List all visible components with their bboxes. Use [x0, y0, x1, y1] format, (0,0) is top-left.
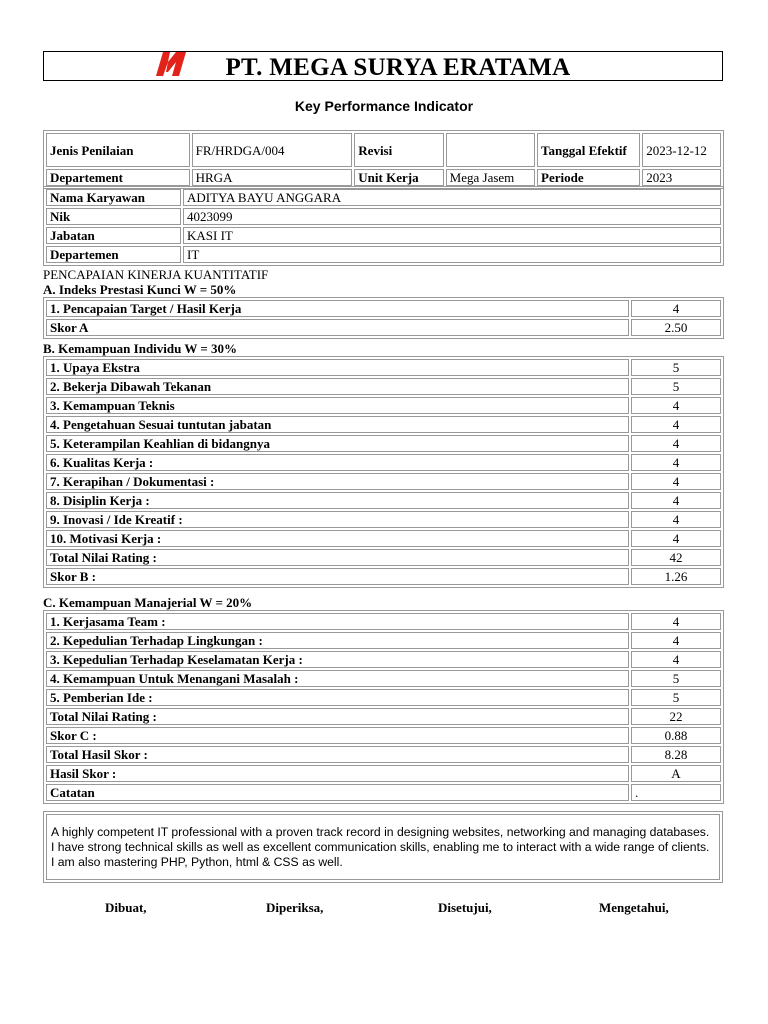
- row-value: 4: [631, 300, 721, 317]
- row-value: 4: [631, 632, 721, 649]
- table-row: [46, 454, 721, 471]
- employee-value: ADITYA BAYU ANGGARA: [183, 189, 721, 206]
- company-header: [43, 51, 723, 81]
- row-label: 9. Inovasi / Ide Kreatif :: [46, 511, 629, 528]
- row-value: 8.28: [631, 746, 721, 763]
- table-row: [46, 689, 721, 706]
- row-value: 4: [631, 473, 721, 490]
- row-label: 2. Kepedulian Terhadap Lingkungan :: [46, 632, 629, 649]
- row-label: 3. Kemampuan Teknis: [46, 397, 629, 414]
- row-value: 5: [631, 689, 721, 706]
- row-value: 22: [631, 708, 721, 725]
- unit-value: Mega Jasem: [446, 169, 535, 186]
- row-value: 5: [631, 378, 721, 395]
- notes-box: [43, 811, 723, 883]
- row-label: 1. Kerjasama Team :: [46, 613, 629, 630]
- table-row: [46, 246, 721, 263]
- row-label: Catatan: [46, 784, 629, 801]
- row-label: Skor A: [46, 319, 629, 336]
- table-row: [46, 765, 721, 782]
- table-row: [46, 397, 721, 414]
- row-value: A: [631, 765, 721, 782]
- row-value: 4: [631, 530, 721, 547]
- signature-dibuat: Dibuat,: [105, 900, 147, 915]
- table-row: [46, 727, 721, 744]
- row-label: Total Hasil Skor :: [46, 746, 629, 763]
- row-value: 4: [631, 511, 721, 528]
- row-label: 6. Kualitas Kerja :: [46, 454, 629, 471]
- section-a-title: A. Indeks Prestasi Kunci W = 50%: [43, 282, 237, 297]
- table-row: [46, 651, 721, 668]
- employee-value: IT: [183, 246, 721, 263]
- row-value: .: [631, 784, 721, 801]
- periode-label: Periode: [537, 169, 640, 186]
- table-row: [46, 435, 721, 452]
- unit-label: Unit Kerja: [354, 169, 443, 186]
- document-title: Key Performance Indicator: [294, 98, 474, 114]
- jenis-value: FR/HRDGA/004: [192, 133, 353, 167]
- table-row: [46, 530, 721, 547]
- table-row: [46, 492, 721, 509]
- row-label: 4. Pengetahuan Sesuai tuntutan jabatan: [46, 416, 629, 433]
- table-row: [46, 416, 721, 433]
- table-row: [46, 359, 721, 376]
- section-c-table: [43, 610, 724, 804]
- row-label: 2. Bekerja Dibawah Tekanan: [46, 378, 629, 395]
- employee-label: Nama Karyawan: [46, 189, 181, 206]
- employee-table: [43, 186, 724, 266]
- signature-diperiksa: Diperiksa,: [266, 900, 324, 915]
- employee-label: Departemen: [46, 246, 181, 263]
- row-value: 4: [631, 492, 721, 509]
- tanggal-label: Tanggal Efektif: [537, 133, 640, 167]
- table-row: [46, 473, 721, 490]
- row-value: 4: [631, 397, 721, 414]
- table-row: [46, 300, 721, 317]
- tanggal-value: 2023-12-12: [642, 133, 721, 167]
- row-value: 0.88: [631, 727, 721, 744]
- employee-value: KASI IT: [183, 227, 721, 244]
- signature-disetujui: Disetujui,: [438, 900, 492, 915]
- row-label: Total Nilai Rating :: [46, 708, 629, 725]
- row-label: Skor C :: [46, 727, 629, 744]
- row-label: Skor B :: [46, 568, 629, 585]
- table-row: [46, 708, 721, 725]
- row-label: 7. Kerapihan / Dokumentasi :: [46, 473, 629, 490]
- row-value: 4: [631, 454, 721, 471]
- row-value: 4: [631, 435, 721, 452]
- dept-label: Departement: [46, 169, 190, 186]
- row-value: 5: [631, 670, 721, 687]
- row-value: 4: [631, 613, 721, 630]
- row-value: 5: [631, 359, 721, 376]
- row-label: 1. Upaya Ekstra: [46, 359, 629, 376]
- table-row: [46, 549, 721, 566]
- row-label: 3. Kepedulian Terhadap Keselamatan Kerja :: [46, 651, 629, 668]
- jenis-label: Jenis Penilaian: [46, 133, 190, 167]
- table-row: [46, 746, 721, 763]
- periode-value: 2023: [642, 169, 721, 186]
- row-label: 8. Disiplin Kerja :: [46, 492, 629, 509]
- employee-label: Jabatan: [46, 227, 181, 244]
- row-label: 5. Keterampilan Keahlian di bidangnya: [46, 435, 629, 452]
- row-label: 10. Motivasi Kerja :: [46, 530, 629, 547]
- row-label: Hasil Skor :: [46, 765, 629, 782]
- table-row: [46, 613, 721, 630]
- row-label: 1. Pencapaian Target / Hasil Kerja: [46, 300, 629, 317]
- table-row: [46, 189, 721, 206]
- company-name: PT. MEGA SURYA ERATAMA: [225, 54, 571, 81]
- table-row: [46, 632, 721, 649]
- section-c-title: C. Kemampuan Manajerial W = 20%: [43, 595, 253, 610]
- table-row: [46, 208, 721, 225]
- section-main-title: PENCAPAIAN KINERJA KUANTITATIF: [43, 267, 269, 282]
- notes-text: A highly competent IT professional with a proven track record in designing websites, networking and managing databases. I have strong technical skills as well as excellent communication skills, enabling me to interact with a wide range of clients. I am also mastering PHP, Python, html & CSS as well.: [46, 814, 720, 880]
- revisi-label: Revisi: [354, 133, 443, 167]
- info-table: [43, 130, 724, 189]
- dept-value: HRGA: [192, 169, 353, 186]
- table-row: [46, 378, 721, 395]
- row-value: 4: [631, 651, 721, 668]
- row-label: Total Nilai Rating :: [46, 549, 629, 566]
- row-value: 4: [631, 416, 721, 433]
- table-row: [46, 784, 721, 801]
- row-value: 1.26: [631, 568, 721, 585]
- row-value: 42: [631, 549, 721, 566]
- row-value: 2.50: [631, 319, 721, 336]
- table-row: [46, 670, 721, 687]
- section-b-title: B. Kemampuan Individu W = 30%: [43, 341, 238, 356]
- employee-label: Nik: [46, 208, 181, 225]
- table-row: [46, 227, 721, 244]
- table-row: [46, 511, 721, 528]
- row-label: 5. Pemberian Ide :: [46, 689, 629, 706]
- table-row: [46, 319, 721, 336]
- row-label: 4. Kemampuan Untuk Menangani Masalah :: [46, 670, 629, 687]
- revisi-value: [446, 133, 535, 167]
- employee-value: 4023099: [183, 208, 721, 225]
- section-b-table: [43, 356, 724, 588]
- signature-mengetahui: Mengetahui,: [599, 900, 669, 915]
- table-row: [46, 568, 721, 585]
- section-a-table: [43, 297, 724, 339]
